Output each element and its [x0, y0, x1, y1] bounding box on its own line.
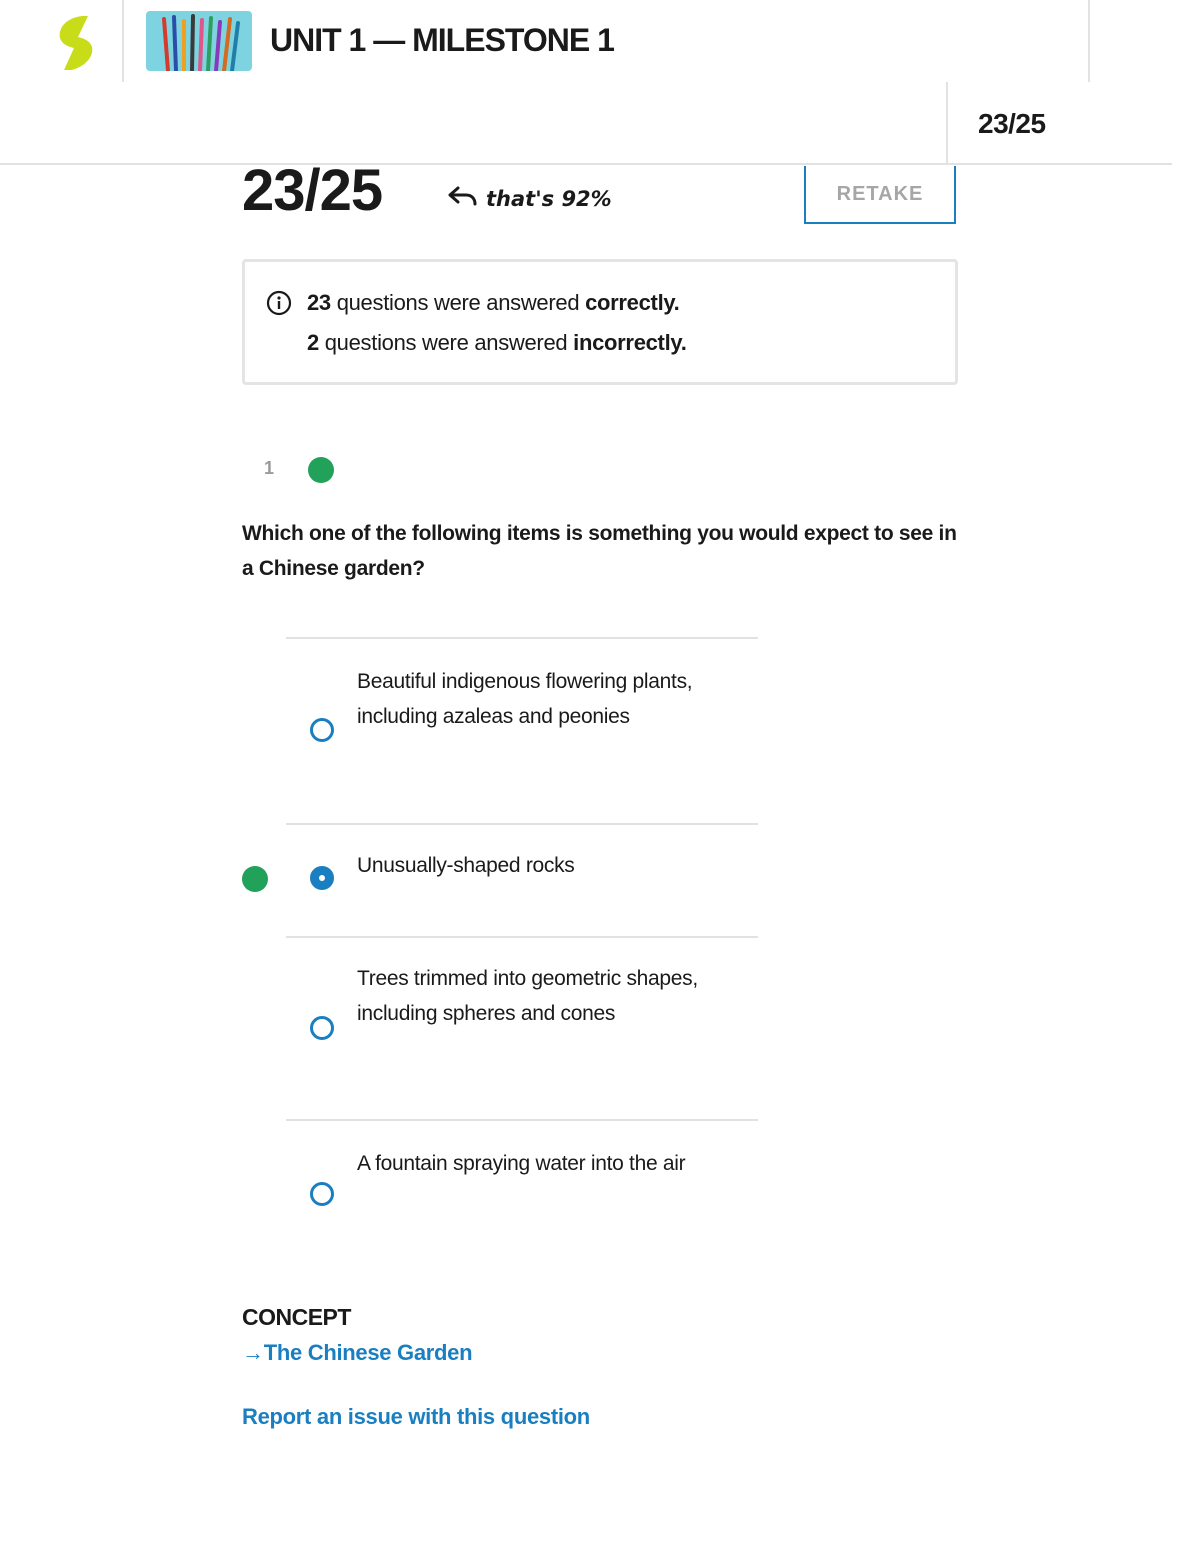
- correct-count: 23: [307, 290, 331, 315]
- percent-text: that's 92%: [486, 186, 612, 211]
- retake-button[interactable]: RETAKE: [804, 166, 956, 224]
- concept-link-text[interactable]: The Chinese Garden: [263, 1340, 473, 1365]
- option-divider: [286, 936, 758, 938]
- page-title: UNIT 1 — MILESTONE 1: [270, 22, 614, 58]
- summary-incorrect: [307, 330, 687, 356]
- option-4-radio[interactable]: [310, 1182, 334, 1206]
- correct-answer-indicator: [242, 866, 268, 892]
- option-3-radio[interactable]: [310, 1016, 334, 1040]
- sophia-logo[interactable]: [52, 14, 100, 72]
- correct-word: correctly.: [585, 290, 680, 315]
- option-3-label[interactable]: Trees trimmed into geometric shapes, including spheres and cones: [357, 967, 698, 1025]
- concept-link[interactable]: [242, 1340, 472, 1366]
- option-divider: [286, 637, 758, 639]
- option-2-label[interactable]: Unusually-shaped rocks: [357, 854, 575, 877]
- course-thumbnail: [146, 11, 252, 71]
- report-issue-link[interactable]: Report an issue with this question: [242, 1404, 590, 1429]
- option-divider: [286, 1119, 758, 1121]
- incorrect-word: incorrectly.: [573, 330, 687, 355]
- header-bottom-border: [0, 163, 1172, 165]
- option-4-label[interactable]: A fountain spraying water into the air: [357, 1152, 686, 1175]
- option-1-label[interactable]: Beautiful indigenous flowering plants, including azaleas and peonies: [357, 670, 693, 728]
- quiz-score: 23/25: [242, 158, 383, 223]
- summary-correct: [307, 290, 680, 316]
- header-divider: [122, 0, 124, 82]
- option-1-radio[interactable]: [310, 718, 334, 742]
- option-2-radio-selected[interactable]: [310, 866, 334, 890]
- header-divider-right: [1088, 0, 1090, 82]
- percent-note: [446, 184, 612, 213]
- results-summary-box: [242, 259, 958, 385]
- concept-label: CONCEPT: [242, 1304, 351, 1330]
- header-score: 23/25: [978, 108, 1046, 139]
- score-panel-divider: [946, 82, 948, 164]
- question-text: Which one of the following items is something you would expect to see in a Chinese garden?: [242, 522, 957, 580]
- incorrect-text: questions were answered: [324, 330, 568, 355]
- correct-text: questions were answered: [336, 290, 580, 315]
- reply-arrow-icon: [446, 184, 478, 213]
- arrow-right-icon: →: [242, 1340, 264, 1365]
- option-divider: [286, 823, 758, 825]
- question-number: 1: [264, 458, 275, 478]
- question-correct-indicator: [308, 457, 334, 483]
- incorrect-count: 2: [307, 330, 319, 355]
- info-icon: [266, 290, 292, 316]
